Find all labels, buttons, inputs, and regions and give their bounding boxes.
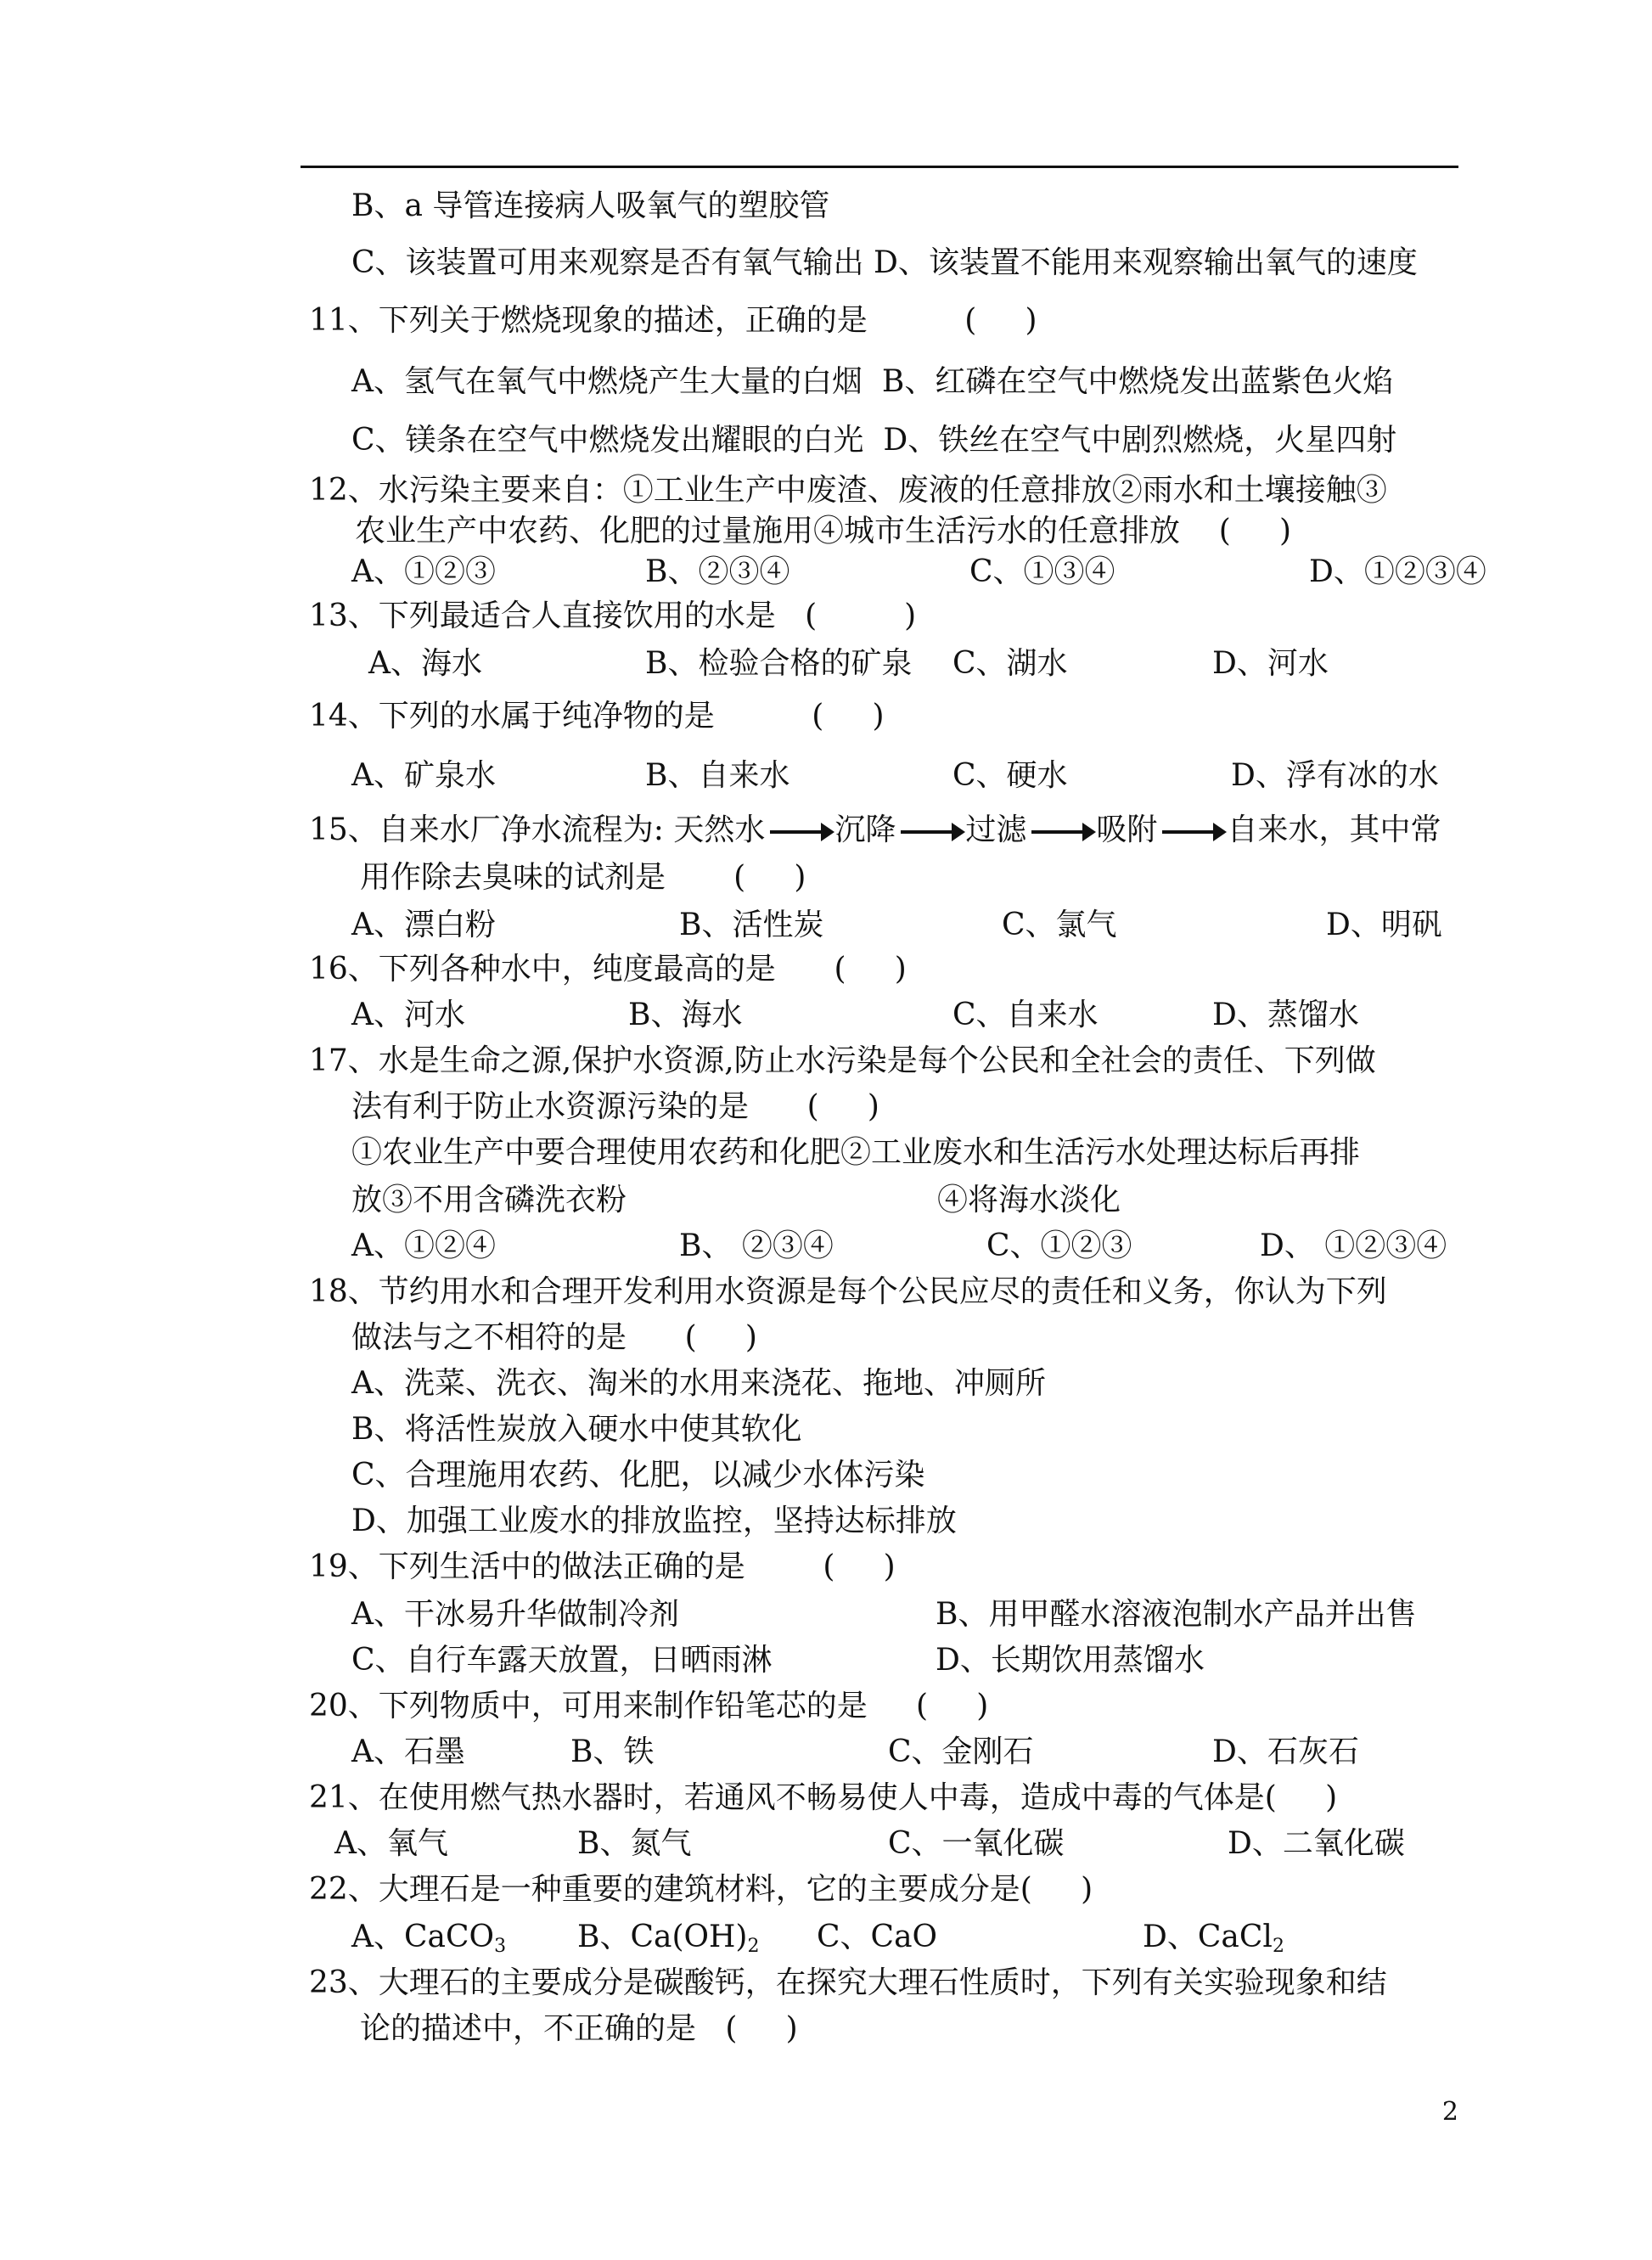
q18-option-a: A、洗菜、洗衣、淘米的水用来浇花、拖地、冲厕所 (351, 1366, 1046, 1401)
q17-option-b: B、 ②③④ (679, 1228, 834, 1263)
q21-option-b: B、氮气 (577, 1826, 692, 1861)
q16-option-c: C、自来水 (952, 998, 1099, 1032)
q20-option-a: A、石墨 (351, 1734, 465, 1769)
q12-option-d: D、①②③④ (1309, 554, 1486, 589)
q17-item-line2a: 放③不用含磷洗衣粉 (351, 1183, 627, 1217)
q15-option-c: C、氯气 (1002, 908, 1117, 942)
q21-option-d: D、二氧化碳 (1228, 1826, 1405, 1861)
q19-option-a: A、干冰易升华做制冷剂 (351, 1597, 679, 1632)
q22-option-a: A、CaCO$_3$ (351, 1920, 507, 1957)
q17-item-line1: ①农业生产中要合理使用农药和化肥②工业废水和生活污水处理达标后再排 (351, 1135, 1361, 1170)
q17-item-line2b: ④将海水淡化 (937, 1183, 1121, 1217)
arrow-icon (1031, 830, 1091, 834)
q17-stem-line1: 17、水是生命之源,保护水资源,防止水污染是每个公民和全社会的责任、下列做 (309, 1043, 1376, 1078)
q19-option-d: D、长期饮用蒸馏水 (936, 1643, 1205, 1678)
q15-stem-end: 自来水，其中常 (1227, 812, 1441, 847)
arrow-icon (901, 830, 960, 834)
q20-option-b: B、铁 (570, 1734, 655, 1769)
q23-stem-line2: 论的描述中，不正确的是 ( ) (360, 2011, 798, 2046)
q21-option-c: C、一氧化碳 (888, 1826, 1065, 1861)
q12-option-b: B、②③④ (645, 554, 790, 589)
q15-stem-line2: 用作除去臭味的试剂是 ( ) (360, 860, 806, 895)
q12-option-a: A、①②③ (351, 554, 496, 589)
q18-stem-line2: 做法与之不相符的是 ( ) (351, 1320, 757, 1355)
q17-option-c: C、①②③ (986, 1228, 1132, 1263)
q21-option-a: A、氧气 (334, 1826, 448, 1861)
q15-step-sedimentation: 沉降 (834, 812, 896, 847)
page-number: 2 (1441, 2097, 1458, 2127)
q13-option-d: D、河水 (1212, 646, 1329, 681)
q21-stem: 21、在使用燃气热水器时，若通风不畅易使人中毒，造成中毒的气体是( ) (309, 1780, 1338, 1815)
q18-option-b: B、将活性炭放入硬水中使其软化 (351, 1412, 802, 1447)
q16-option-a: A、河水 (351, 998, 465, 1032)
q17-stem-line2: 法有利于防止水资源污染的是 ( ) (351, 1089, 879, 1124)
q16-option-d: D、蒸馏水 (1212, 998, 1359, 1032)
q14-option-b: B、自来水 (645, 758, 790, 793)
q12-stem-line2: 农业生产中农药、化肥的过量施用④城市生活污水的任意排放 ( ) (355, 514, 1292, 548)
q14-stem: 14、下列的水属于纯净物的是 ( ) (309, 699, 885, 734)
q13-option-b: B、检验合格的矿泉 (645, 646, 913, 681)
q13-option-a: A、海水 (368, 646, 482, 681)
header-rule (301, 166, 1458, 168)
q13-option-c: C、湖水 (952, 646, 1068, 681)
q11-option-ab: A、氢气在氧气中燃烧产生大量的白烟 B、红磷在空气中燃烧发出蓝紫色火焰 (351, 364, 1394, 399)
q15-step-filtration: 过滤 (965, 812, 1027, 847)
q14-option-c: C、硬水 (952, 758, 1068, 793)
q11-stem: 11、下列关于燃烧现象的描述，正确的是 ( ) (309, 303, 1037, 338)
q15-option-d: D、明矾 (1326, 908, 1442, 942)
q20-stem: 20、下列物质中，可用来制作铅笔芯的是 ( ) (309, 1689, 989, 1723)
q16-stem: 16、下列各种水中，纯度最高的是 ( ) (309, 952, 907, 987)
q15-step-adsorption: 吸附 (1096, 812, 1158, 847)
q20-option-d: D、石灰石 (1212, 1734, 1359, 1769)
q15-option-a: A、漂白粉 (351, 908, 496, 942)
q19-option-c: C、自行车露天放置，日晒雨淋 (351, 1643, 773, 1678)
arrow-icon (770, 830, 829, 834)
q15-stem-line1 (309, 812, 1441, 849)
q11-option-cd: C、镁条在空气中燃烧发出耀眼的白光 D、铁丝在空气中剧烈燃烧，火星四射 (351, 423, 1397, 458)
q12-stem-line1: 12、水污染主要来自：①工业生产中废渣、废液的任意排放②雨水和土壤接触③ (309, 473, 1387, 508)
q17-option-d: D、 ①②③④ (1260, 1228, 1447, 1263)
q14-option-a: A、矿泉水 (351, 758, 496, 793)
q20-option-c: C、金刚石 (888, 1734, 1034, 1769)
q19-stem: 19、下列生活中的做法正确的是 ( ) (309, 1549, 896, 1584)
q22-option-b: B、$Ca(OH)_2$ (577, 1920, 760, 1957)
q15-stem-start: 15、自来水厂净水流程为: 天然水 (309, 812, 766, 847)
q22-stem: 22、大理石是一种重要的建筑材料，它的主要成分是( ) (309, 1872, 1093, 1907)
q22-option-c: C、CaO (817, 1920, 938, 1954)
q10-option-b: B、a 导管连接病人吸氧气的塑胶管 (351, 188, 830, 223)
q15-option-b: B、活性炭 (679, 908, 824, 942)
q14-option-d: D、浮有冰的水 (1231, 758, 1439, 793)
q18-option-d: D、加强工业废水的排放监控，坚持达标排放 (351, 1504, 957, 1538)
q23-stem-line1: 23、大理石的主要成分是碳酸钙，在探究大理石性质时，下列有关实验现象和结 (309, 1965, 1387, 2000)
q22-option-d: D、CaCl$_2$ (1143, 1920, 1284, 1957)
q17-option-a: A、①②④ (351, 1228, 496, 1263)
q13-stem: 13、下列最适合人直接饮用的水是 ( ) (309, 599, 917, 633)
q16-option-b: B、海水 (628, 998, 743, 1032)
q18-stem-line1: 18、节约用水和合理开发利用水资源是每个公民应尽的责任和义务，你认为下列 (309, 1274, 1387, 1309)
q19-option-b: B、用甲醛水溶液泡制水产品并出售 (936, 1597, 1417, 1632)
q18-option-c: C、合理施用农药、化肥，以减少水体污染 (351, 1458, 925, 1493)
q10-option-cd: C、该装置可用来观察是否有氧气输出 D、该装置不能用来观察输出氧气的速度 (351, 245, 1418, 280)
arrow-icon (1162, 830, 1222, 834)
q12-option-c: C、①③④ (969, 554, 1115, 589)
